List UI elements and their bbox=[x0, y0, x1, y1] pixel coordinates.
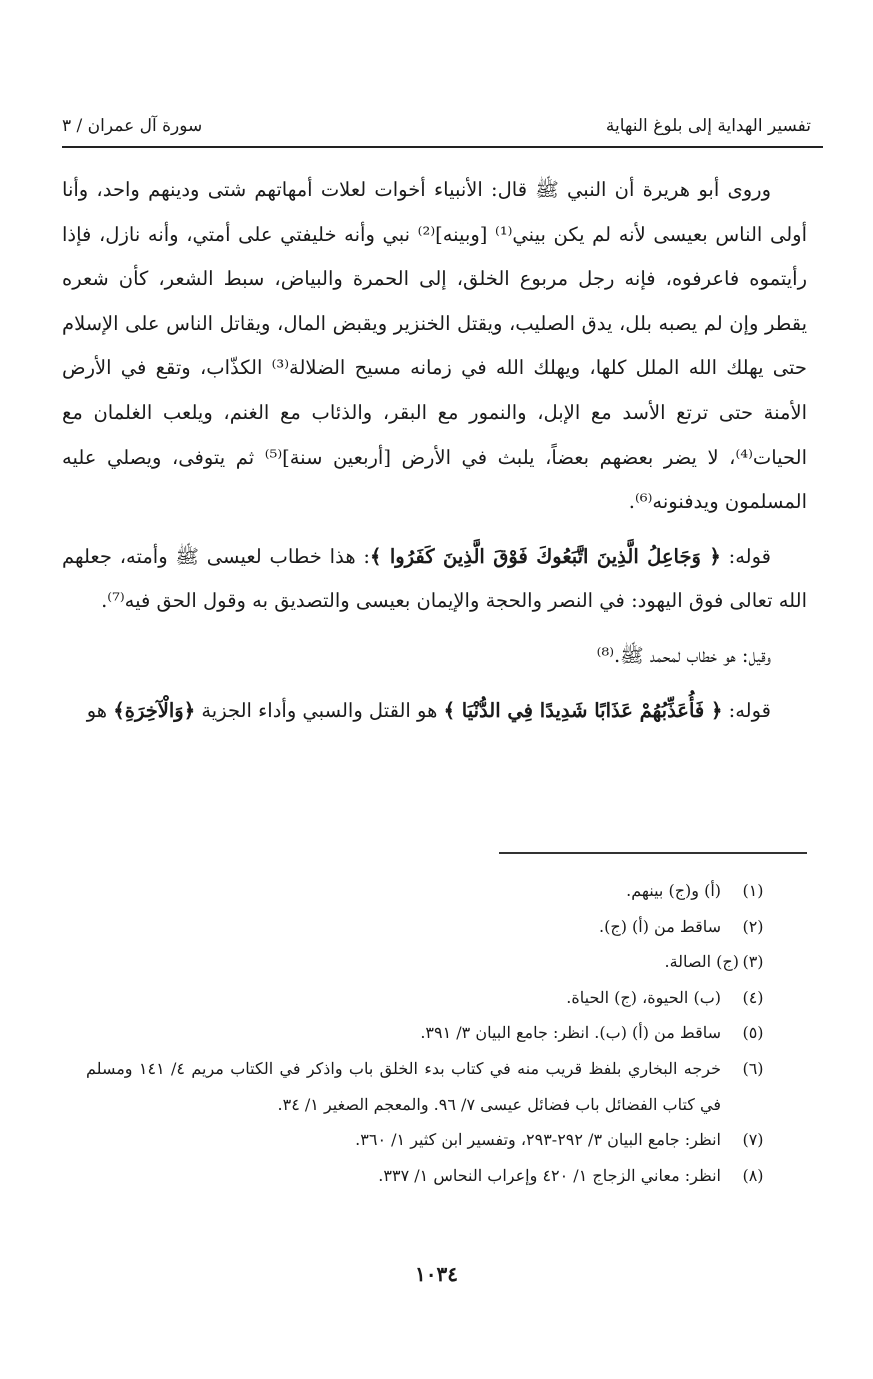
footnote-text: (ب) الحيوة، (ج) الحياة. bbox=[566, 987, 721, 1007]
paragraph-opinion: وقيل: هو خطاب لمحمد ﷺ.⁽⁸⁾ bbox=[596, 643, 771, 667]
paragraph-hadith: وروى أبو هريرة أن النبي ﷺ قال: الأنبياء أخوات لعلات أمهاتهم شتى ودينهم واحد، وأنا أولى الناس بعيسى لأنه لم يكن بيني⁽¹⁾ [وبينه]⁽²⁾ نبي وأنه خليفتي على أمتي، وأنه نازل، فإذا رأيتموه فاعرفوه، فإنه رجل مربوع الخلق، إلى الحمرة والبياض، سبط الشعر، كأن شعره يقطر وإن لم يصبه بلل، يدق الصليب، ويقتل الخنزير ويقبض المال، ويقاتل الناس على الإسلام حتى يهلك الله الملل كلها، ويهلك الله في زمانه مسيح الضلالة⁽³⁾ الكذّاب، وتقع في الأرض الأمنة حتى ترتع الأسد مع الإبل، والنمور مع البقر، والذئاب مع الغنم، ويلعب الغلمان مع الحيات⁽⁴⁾، لا يضر بعضهم بعضاً، يلبث في الأرض [أربعين سنة]⁽⁵⁾ ثم يتوفى، ويصلي عليه المسلمون ويدفنونه⁽⁶⁾. bbox=[62, 178, 808, 514]
book-title: تفسير الهداية إلى بلوغ النهاية bbox=[605, 116, 811, 136]
running-header bbox=[62, 112, 811, 146]
main-text bbox=[62, 168, 807, 733]
verse-intro: قوله: bbox=[722, 698, 771, 722]
footnote-number: (٧) bbox=[742, 1130, 764, 1150]
footnote-number: (٨) bbox=[742, 1165, 764, 1185]
quran-verse: ﴿ فَأُعَذِّبُهُمْ عَذَابًا شَدِيدًا فِي الدُّنْيَا ﴾ bbox=[443, 698, 723, 722]
footnote-text: (ج) الصالة. bbox=[664, 952, 739, 972]
footnote-item bbox=[86, 1122, 773, 1158]
verse-intro: قوله: bbox=[720, 544, 771, 568]
footnote-number: (١) bbox=[742, 881, 764, 900]
verse-commentary: هو القتل والسبي وأداء الجزية bbox=[195, 698, 444, 722]
footnote-text: ساقط من (أ) (ب). انظر: جامع البيان ٣/ ٣٩١. bbox=[420, 1023, 721, 1043]
footnote-item bbox=[86, 1158, 773, 1194]
footnote-text: خرجه البخاري بلفظ قريب منه في كتاب بدء الخلق باب واذكر في الكتاب مريم ٤/ ١٤١ ومسلم في كتاب الفضائل باب فضائل عيسى ٧/ ٩٦. والمعجم الصغير ١/ ٣٤. bbox=[86, 1058, 721, 1114]
footnote-item bbox=[86, 909, 773, 945]
footnotes-list bbox=[86, 873, 773, 1193]
footnote-divider bbox=[499, 852, 807, 854]
footnote-item bbox=[86, 1015, 773, 1051]
footnote-number: (٢) bbox=[742, 916, 764, 936]
footnote-item bbox=[86, 1051, 773, 1122]
footnote-item bbox=[86, 873, 773, 909]
verse-commentary: : هذا خطاب لعيسى ﷺ وأمته، جعلهم الله تعالى فوق اليهود: في النصر والحجة والإيمان بعيسى والتصديق به وقول الحق فيه⁽⁷⁾. bbox=[62, 544, 807, 613]
header-divider bbox=[62, 146, 823, 148]
footnote-item bbox=[86, 980, 773, 1016]
quran-verse: ﴿ وَجَاعِلُ الَّذِينَ اتَّبَعُوكَ فَوْقَ الَّذِينَ كَفَرُوا ﴾ bbox=[370, 544, 721, 568]
footnote-text: ساقط من (أ) (ج). bbox=[599, 916, 721, 936]
surah-label: سورة آل عمران / ٣ bbox=[62, 116, 203, 136]
verse-commentary: هو bbox=[86, 698, 114, 722]
footnote-text: انظر: معاني الزجاج ١/ ٤٢٠ وإعراب النحاس ١/ ٣٣٧. bbox=[378, 1165, 721, 1185]
footnote-number: (٦) bbox=[742, 1058, 764, 1078]
paragraph-verse-2 bbox=[62, 689, 807, 734]
footnote-number: (٣) bbox=[742, 952, 764, 972]
footnote-text: (أ) و(ج) بينهم. bbox=[626, 881, 721, 900]
quran-verse: ﴿وَالْآخِرَةِ﴾ bbox=[113, 698, 196, 722]
footnote-number: (٤) bbox=[742, 987, 764, 1007]
footnote-text: انظر: جامع البيان ٣/ ٢٩٢-٢٩٣، وتفسير ابن كثير ١/ ٣٦٠. bbox=[355, 1130, 721, 1150]
footnote-item bbox=[86, 944, 773, 980]
footnote-number: (٥) bbox=[742, 1023, 764, 1043]
page-number: ١٠٣٤ bbox=[415, 1262, 458, 1286]
paragraph-verse-1 bbox=[62, 535, 807, 624]
